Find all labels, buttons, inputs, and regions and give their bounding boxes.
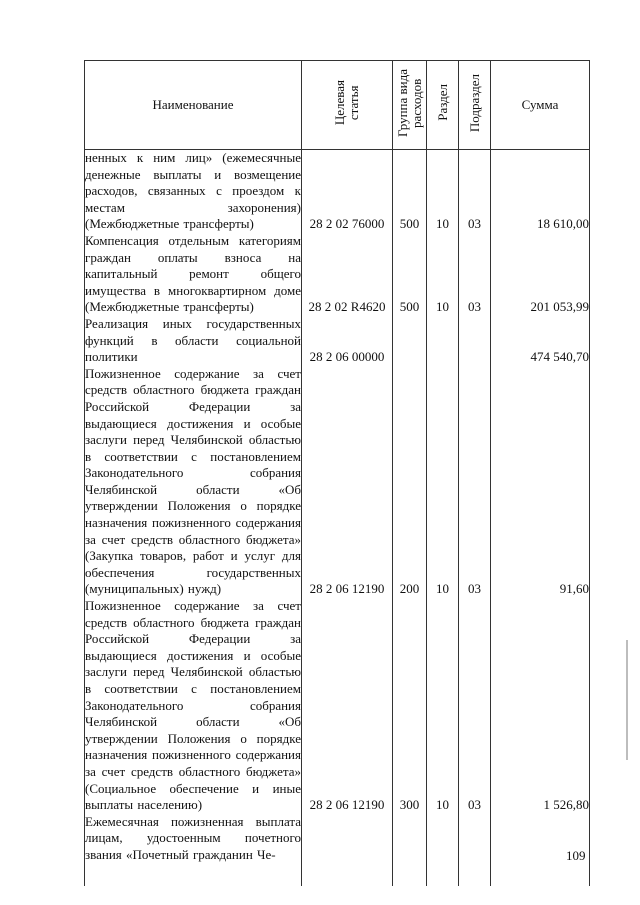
row-target-article: 28 2 02 76000 [302,150,393,233]
header-name: Наименование [85,61,302,150]
row-name: Пожизненное содержание за счет средств областного бюджета граждан Российской Федерации за выдающиеся достижения и особые заслуги перед Челябинской областью в соответствии с постановлением Законодательного собрания Челябинской области «Об утверждении Положения о порядке назначения пожизненного содержания за счет средств областного бюджета» (Закупка товаров, работ и услуг для обеспечения государственных (муниципальных) нужд) [85,365,301,597]
row-sum: 1 526,80 [491,598,590,814]
row-sum: 18 610,00 [491,150,590,233]
row-subsection: 03 [459,366,491,598]
table-row [85,316,590,366]
row-name: Ежемесячная пожизненная выплата лицам, удостоенным почетного звания «Почетный гражданин Че- [85,814,302,886]
row-subsection [459,316,491,366]
table-row [85,150,590,233]
row-expense-group [393,316,427,366]
row-name: Пожизненное содержание за счет средств областного бюджета граждан Российской Федерации за выдающиеся достижения и особые заслуги перед Челябинской областью в соответствии с постановлением Законодательного собрания Челябинской области «Об утверждении Положения о порядке назначения пожизненного содержания за счет средств областного бюджета» (Социальное обеспечение и иные выплаты населению) [85,598,301,813]
row-subsection: 03 [459,598,491,814]
row-section: 10 [427,150,459,233]
header-target-article: Целевая статья [302,61,393,150]
row-section [427,814,459,886]
page-number: 109 [566,848,586,863]
row-name: Реализация иных государственных функций в области социальной политики [85,315,301,365]
row-target-article: 28 2 06 12190 [302,366,393,598]
row-subsection: 03 [459,150,491,233]
row-expense-group: 300 [393,598,427,814]
row-target-article [302,814,393,886]
row-section: 10 [427,366,459,598]
header-sum: Сумма [491,61,590,150]
row-sum: 474 540,70 [491,316,590,366]
row-section [427,316,459,366]
row-target-article: 28 2 06 12190 [302,598,393,814]
header-section: Раздел [427,61,459,150]
table-row [85,366,590,598]
header-subsection: Подраздел [459,61,491,150]
row-target-article: 28 2 06 00000 [302,316,393,366]
budget-table [84,60,590,886]
row-expense-group: 200 [393,366,427,598]
row-section: 10 [427,233,459,316]
row-target-article: 28 2 02 R4620 [302,233,393,316]
table-header-row [85,61,590,150]
row-subsection: 03 [459,233,491,316]
table-row [85,814,590,886]
row-expense-group [393,814,427,886]
table-row [85,598,590,814]
table-row [85,233,590,316]
row-name: Компенсация отдельным категориям граждан оплаты взноса на капитальный ремонт общего имущества в многоквартирном доме (Межбюджетные трансферты) [85,232,301,315]
row-sum: 201 053,99 [491,233,590,316]
header-expense-group: Группа вида расходов [393,61,427,150]
row-name: ненных к ним лиц» (ежемесячные денежные выплаты и возмещение расходов, связанных с проездом к местам захоронения) (Межбюджетные трансферты) [85,150,301,232]
row-subsection [459,814,491,886]
row-expense-group: 500 [393,233,427,316]
row-sum: 91,60 [491,366,590,598]
row-expense-group: 500 [393,150,427,233]
row-section: 10 [427,598,459,814]
scan-margin-mark [626,640,628,760]
